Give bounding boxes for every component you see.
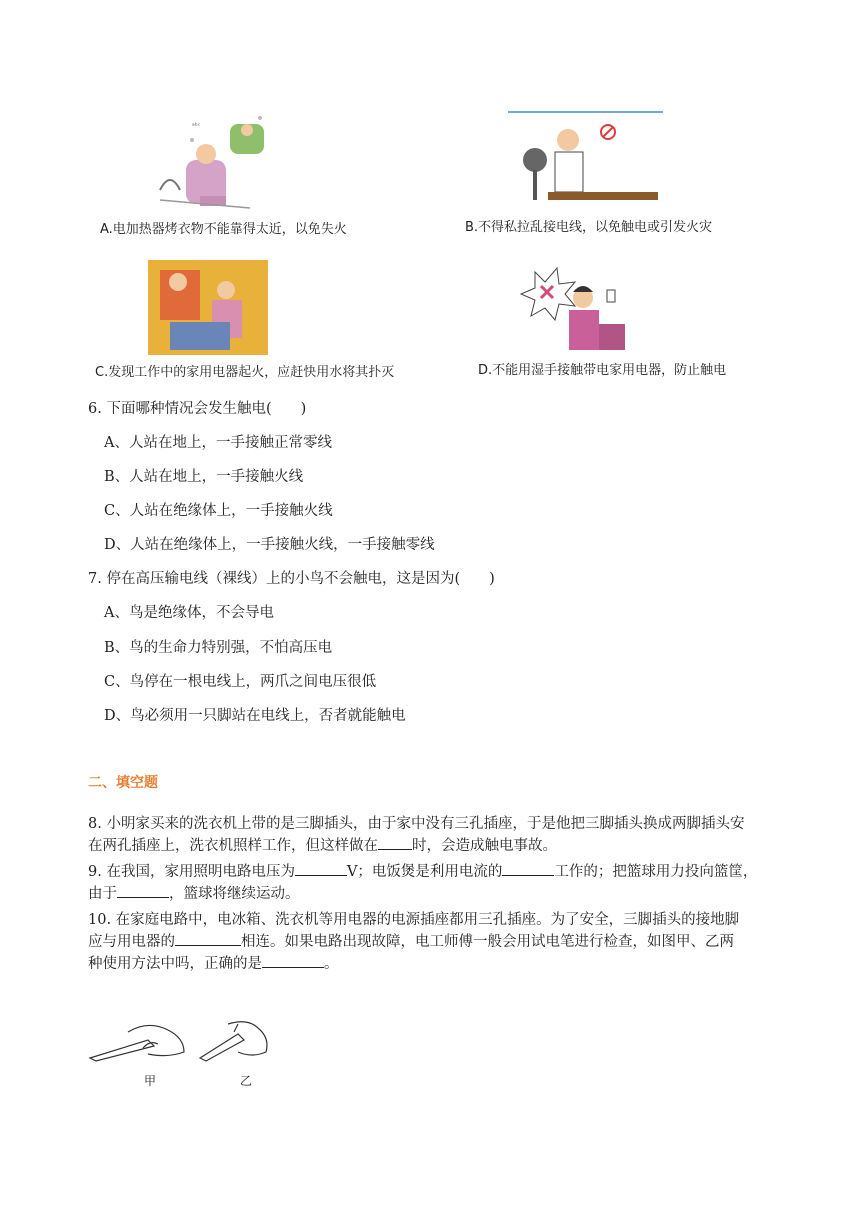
question-9-line-2 [88, 883, 778, 905]
caption-d: D.不能用湿手接触带电家用电器，防止触电 [478, 363, 727, 378]
question-9-text-d: 由于 [88, 886, 117, 902]
question-10-blank-1[interactable] [175, 931, 241, 946]
question-9-blank-3[interactable] [117, 883, 169, 898]
question-7-option-d: D、鸟必须用一只脚站在电线上，否者就能触电 [104, 708, 406, 724]
caption-b: B.不得私拉乱接电线，以免触电或引发火灾 [465, 220, 713, 235]
figure-label-jia: 甲 [144, 1074, 157, 1088]
question-7-stem: 7. 停在高压输电线（裸线）上的小鸟不会触电，这是因为( ) [88, 571, 495, 587]
question-7-option-c: C、鸟停在一根电线上，两爪之间电压很低 [104, 674, 377, 690]
question-6-option-c: C、人站在绝缘体上，一手接触火线 [104, 503, 333, 519]
caption-a: A.电加热器烤衣物不能靠得太近，以免失火 [100, 222, 347, 237]
question-10-line-3 [88, 953, 778, 975]
appliance-fire-illustration [90, 260, 480, 358]
illustration-b [463, 110, 763, 238]
question-6-stem: 6. 下面哪种情况会发生触电( ) [88, 401, 307, 417]
question-9-text-a: 9. 在我国，家用照明电路电压为 [88, 864, 295, 880]
question-10-line-2 [88, 931, 778, 953]
question-10-text-b: 相连。如果电路出现故障，电工师傅一般会用试电笔进行检查，如图甲、乙两 [241, 934, 734, 950]
figure-label-yi: 乙 [240, 1074, 253, 1088]
question-6-option-a: A、人站在地上，一手接触正常零线 [104, 435, 332, 451]
question-6-option-d: D、人站在绝缘体上，一手接触火线，一手接触零线 [104, 537, 435, 553]
test-pen-drawing [88, 1018, 298, 1068]
question-8-line-1: 8. 小明家买来的洗衣机上带的是三脚插头，由于家中没有三孔插座，于是他把三脚插头换成两脚插头安 [88, 816, 745, 832]
question-10-text-a: 应与用电器的 [88, 934, 175, 950]
question-9-line-1 [88, 861, 778, 883]
question-9-text-c: 工作的；把篮球用力投向篮筐， [554, 864, 758, 880]
question-10-line-1: 10. 在家庭电路中，电冰箱、洗衣机等用电器的电源插座都用三孔插座。为了安全，三脚插头的接地脚 [88, 912, 740, 928]
illustration-d [475, 262, 775, 384]
question-8-text-b: 时，会造成触电事故。 [412, 838, 557, 854]
question-10-text-d: 。 [324, 956, 339, 972]
question-6-option-b: B、人站在地上，一手接触火线 [104, 469, 304, 485]
question-7-option-a: A、鸟是绝缘体，不会导电 [104, 605, 274, 621]
question-9-blank-1[interactable] [295, 861, 347, 876]
svg-text:ᵃᵇᶜ: ᵃᵇᶜ [192, 122, 201, 130]
question-8-blank[interactable] [378, 835, 412, 850]
question-9-text-e: ，篮球将继续运动。 [169, 886, 300, 902]
question-9 [88, 861, 778, 905]
question-10-blank-2[interactable] [262, 953, 324, 968]
section-2-title: 二、填空题 [88, 775, 158, 791]
question-7-option-b: B、鸟的生命力特别强，不怕高压电 [104, 640, 333, 656]
question-9-blank-2[interactable] [502, 861, 554, 876]
question-8-line-2 [88, 835, 778, 857]
test-pen-figure [88, 1018, 298, 1090]
caption-c: C.发现工作中的家用电器起火，应赶快用水将其扑灭 [95, 365, 395, 380]
wet-hands-illustration [475, 262, 775, 358]
question-9-text-b: V；电饭煲是利用电流的 [346, 864, 503, 880]
question-10-text-c: 种使用方法中吗，正确的是 [88, 956, 262, 972]
heater-clothes-illustration [100, 110, 400, 215]
question-8-text-a: 在两孔插座上，洗衣机照样工作，但这样做在 [88, 838, 378, 854]
illustration-a [100, 110, 400, 238]
illustration-c [90, 260, 480, 382]
question-8 [88, 813, 778, 857]
question-10 [88, 909, 778, 975]
wiring-illustration [463, 110, 763, 215]
